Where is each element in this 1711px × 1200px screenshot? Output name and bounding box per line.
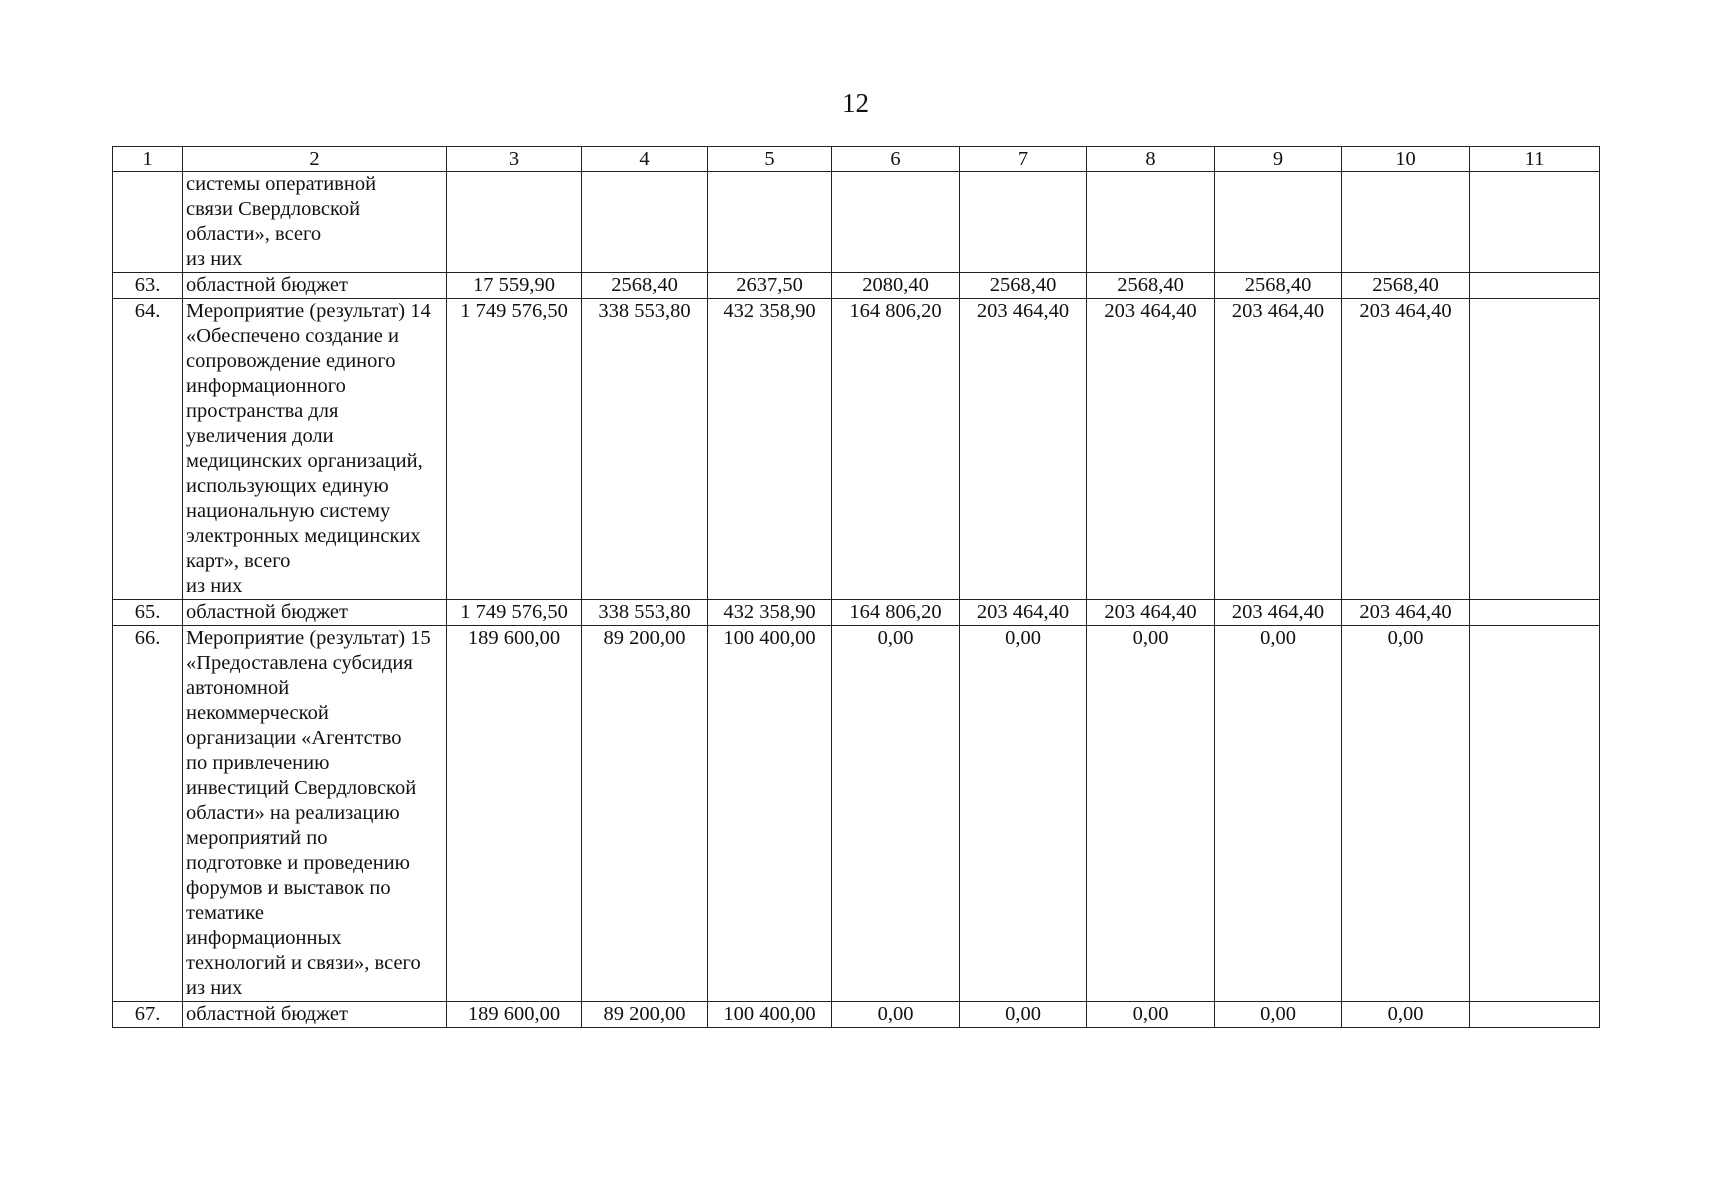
description-line: системы оперативной [186, 173, 377, 195]
row-number: 64. [113, 299, 183, 600]
description-line: Мероприятие (результат) 14 [186, 300, 431, 322]
value-cell: 0,00 [832, 1002, 960, 1028]
row-description [183, 1002, 447, 1028]
row-number: 67. [113, 1002, 183, 1028]
value-cell: 2080,40 [832, 273, 960, 299]
value-cell [1215, 172, 1342, 273]
value-cell: 2568,40 [1342, 273, 1470, 299]
value-cell: 432 358,90 [708, 600, 832, 626]
value-cell: 0,00 [1087, 1002, 1215, 1028]
description-line: национальную систему [186, 500, 391, 522]
value-cell: 100 400,00 [708, 626, 832, 1002]
value-cell [582, 172, 708, 273]
row-number [113, 172, 183, 273]
description-line: увеличения доли [186, 425, 334, 447]
value-cell: 89 200,00 [582, 1002, 708, 1028]
value-cell [1470, 600, 1600, 626]
value-cell: 203 464,40 [1087, 600, 1215, 626]
value-cell: 2568,40 [582, 273, 708, 299]
description-line: некоммерческой [186, 702, 329, 724]
value-cell: 338 553,80 [582, 299, 708, 600]
value-cell: 432 358,90 [708, 299, 832, 600]
value-cell [960, 172, 1087, 273]
table-row [113, 600, 1600, 626]
column-header: 8 [1087, 147, 1215, 172]
value-cell: 0,00 [1087, 626, 1215, 1002]
row-number: 66. [113, 626, 183, 1002]
value-cell [1470, 273, 1600, 299]
description-line: информационного [186, 375, 346, 397]
value-cell: 0,00 [1215, 1002, 1342, 1028]
row-description [183, 273, 447, 299]
column-header: 1 [113, 147, 183, 172]
column-header: 7 [960, 147, 1087, 172]
description-line: организации «Агентство [186, 727, 402, 749]
table-row [113, 172, 1600, 273]
value-cell: 203 464,40 [960, 600, 1087, 626]
value-cell [832, 172, 960, 273]
description-line: из них [186, 575, 243, 597]
value-cell: 203 464,40 [960, 299, 1087, 600]
row-description [183, 600, 447, 626]
value-cell [1470, 172, 1600, 273]
value-cell: 164 806,20 [832, 600, 960, 626]
description-line: мероприятий по [186, 827, 328, 849]
value-cell: 0,00 [960, 1002, 1087, 1028]
column-header: 11 [1470, 147, 1600, 172]
description-line: областной бюджет [186, 1003, 348, 1025]
value-cell: 2568,40 [960, 273, 1087, 299]
description-line: автономной [186, 677, 290, 699]
value-cell: 189 600,00 [447, 626, 582, 1002]
description-line: по привлечению [186, 752, 330, 774]
description-line: инвестиций Свердловской [186, 777, 417, 799]
row-number: 63. [113, 273, 183, 299]
description-line: «Предоставлена субсидия [186, 652, 413, 674]
value-cell: 203 464,40 [1215, 299, 1342, 600]
table-row [113, 1002, 1600, 1028]
page-number: 12 [842, 88, 869, 118]
description-line: карт», всего [186, 550, 291, 572]
budget-table [112, 146, 1600, 1028]
value-cell [1342, 172, 1470, 273]
column-header: 2 [183, 147, 447, 172]
row-description [183, 172, 447, 273]
value-cell: 164 806,20 [832, 299, 960, 600]
column-header: 10 [1342, 147, 1470, 172]
description-line: использующих единую [186, 475, 389, 497]
value-cell: 17 559,90 [447, 273, 582, 299]
column-header: 6 [832, 147, 960, 172]
column-header: 9 [1215, 147, 1342, 172]
row-description [183, 299, 447, 600]
column-header: 3 [447, 147, 582, 172]
value-cell [1087, 172, 1215, 273]
value-cell: 2568,40 [1087, 273, 1215, 299]
description-line: технологий и связи», всего [186, 952, 421, 974]
value-cell: 0,00 [1342, 626, 1470, 1002]
description-line: информационных [186, 927, 342, 949]
value-cell: 203 464,40 [1342, 600, 1470, 626]
description-line: связи Свердловской [186, 198, 361, 220]
value-cell [1470, 626, 1600, 1002]
column-header: 4 [582, 147, 708, 172]
description-line: пространства для [186, 400, 339, 422]
description-line: области», всего [186, 223, 322, 245]
row-description [183, 626, 447, 1002]
description-line: областной бюджет [186, 274, 348, 296]
value-cell: 2637,50 [708, 273, 832, 299]
table-row [113, 299, 1600, 600]
description-line: из них [186, 977, 243, 999]
value-cell [1470, 1002, 1600, 1028]
value-cell: 338 553,80 [582, 600, 708, 626]
description-line: сопровождение единого [186, 350, 396, 372]
description-line: областной бюджет [186, 601, 348, 623]
description-line: электронных медицинских [186, 525, 421, 547]
value-cell [447, 172, 582, 273]
value-cell: 0,00 [832, 626, 960, 1002]
table-row [113, 626, 1600, 1002]
value-cell [708, 172, 832, 273]
value-cell [1470, 299, 1600, 600]
value-cell: 203 464,40 [1342, 299, 1470, 600]
column-header: 5 [708, 147, 832, 172]
value-cell: 203 464,40 [1215, 600, 1342, 626]
table-row [113, 273, 1600, 299]
description-line: области» на реализацию [186, 802, 400, 824]
description-line: «Обеспечено создание и [186, 325, 399, 347]
value-cell: 2568,40 [1215, 273, 1342, 299]
value-cell: 89 200,00 [582, 626, 708, 1002]
description-line: форумов и выставок по [186, 877, 391, 899]
value-cell: 1 749 576,50 [447, 299, 582, 600]
value-cell: 0,00 [1215, 626, 1342, 1002]
description-line: медицинских организаций, [186, 450, 423, 472]
value-cell: 0,00 [960, 626, 1087, 1002]
description-line: подготовке и проведению [186, 852, 410, 874]
description-line: тематике [186, 902, 264, 924]
header-row [113, 147, 1600, 172]
value-cell: 100 400,00 [708, 1002, 832, 1028]
value-cell: 1 749 576,50 [447, 600, 582, 626]
description-line: из них [186, 248, 243, 270]
description-line: Мероприятие (результат) 15 [186, 627, 431, 649]
value-cell: 189 600,00 [447, 1002, 582, 1028]
row-number: 65. [113, 600, 183, 626]
value-cell: 203 464,40 [1087, 299, 1215, 600]
value-cell: 0,00 [1342, 1002, 1470, 1028]
